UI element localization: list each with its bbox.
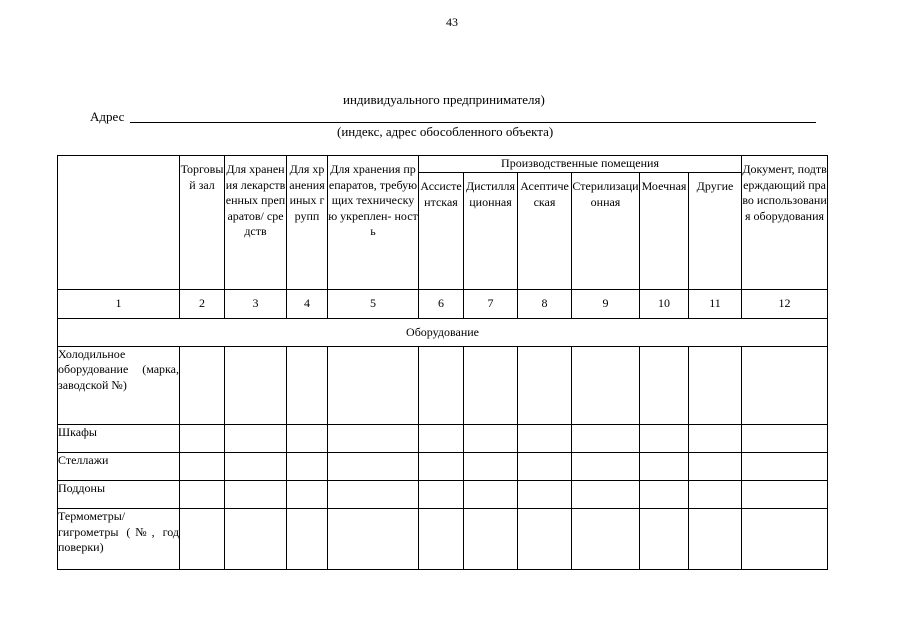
header-drug-storage: Для хранения лекарственных препаратов/ средств: [225, 156, 287, 290]
column-number: 11: [689, 290, 742, 319]
entry-cell[interactable]: [689, 481, 742, 509]
column-number: 7: [464, 290, 518, 319]
entry-cell[interactable]: [328, 453, 419, 481]
entry-cell[interactable]: [640, 509, 689, 570]
column-number: 8: [518, 290, 572, 319]
column-number: 1: [58, 290, 180, 319]
entry-cell[interactable]: [287, 453, 328, 481]
column-number: 10: [640, 290, 689, 319]
column-number: 3: [225, 290, 287, 319]
header-production-rooms: Производственные помещения: [419, 156, 742, 173]
entry-cell[interactable]: [225, 481, 287, 509]
address-label: Адрес: [90, 109, 125, 124]
table-row: [58, 346, 828, 425]
column-number: 9: [572, 290, 640, 319]
entry-cell[interactable]: [572, 346, 640, 425]
address-underline: [130, 122, 816, 123]
caption-top: индивидуального предпринимателя): [343, 92, 545, 107]
entry-cell[interactable]: [180, 481, 225, 509]
entry-cell[interactable]: [572, 425, 640, 453]
entry-cell[interactable]: [742, 425, 828, 453]
entry-cell[interactable]: [180, 346, 225, 425]
entry-cell[interactable]: [464, 346, 518, 425]
header-document: Документ, подтверждающий право использования оборудования: [742, 156, 828, 290]
table-row: [58, 425, 828, 453]
column-number: 2: [180, 290, 225, 319]
column-number: 5: [328, 290, 419, 319]
entry-cell[interactable]: [180, 509, 225, 570]
entry-cell[interactable]: [287, 346, 328, 425]
header-distillation-room: Дистилляционная: [464, 173, 518, 290]
entry-cell[interactable]: [572, 509, 640, 570]
entry-cell[interactable]: [742, 453, 828, 481]
entry-cell[interactable]: [518, 509, 572, 570]
entry-cell[interactable]: [225, 425, 287, 453]
entry-cell[interactable]: [689, 453, 742, 481]
entry-cell[interactable]: [640, 481, 689, 509]
section-title: Оборудование: [58, 318, 828, 346]
entry-cell[interactable]: [689, 425, 742, 453]
entry-cell[interactable]: [518, 481, 572, 509]
column-number: 4: [287, 290, 328, 319]
entry-cell[interactable]: [287, 509, 328, 570]
entry-cell[interactable]: [689, 346, 742, 425]
entry-cell[interactable]: [640, 425, 689, 453]
entry-cell[interactable]: [328, 425, 419, 453]
header-trade-hall: Торговый зал: [180, 156, 225, 290]
entry-cell[interactable]: [180, 425, 225, 453]
entry-cell[interactable]: [287, 425, 328, 453]
entry-cell[interactable]: [464, 509, 518, 570]
column-number: 12: [742, 290, 828, 319]
entry-cell[interactable]: [328, 509, 419, 570]
entry-cell[interactable]: [689, 509, 742, 570]
column-number-row: [58, 290, 828, 319]
header-empty-cell: [58, 156, 180, 290]
entry-cell[interactable]: [640, 453, 689, 481]
entry-cell[interactable]: [464, 481, 518, 509]
entry-cell[interactable]: [572, 481, 640, 509]
entry-cell[interactable]: [640, 346, 689, 425]
header-washing-room: Моечная: [640, 173, 689, 290]
entry-cell[interactable]: [225, 453, 287, 481]
address-field: [90, 106, 816, 122]
header-other-rooms: Другие: [689, 173, 742, 290]
entry-cell[interactable]: [419, 481, 464, 509]
column-number: 6: [419, 290, 464, 319]
header-assistant-room: Ассистентская: [419, 173, 464, 290]
row-label-refrigeration: Холодильное оборудование (марка, заводской №): [58, 346, 180, 425]
entry-cell[interactable]: [419, 453, 464, 481]
entry-cell[interactable]: [180, 453, 225, 481]
entry-cell[interactable]: [464, 425, 518, 453]
entry-cell[interactable]: [225, 346, 287, 425]
table-row: [58, 481, 828, 509]
row-label-cabinets: Шкафы: [58, 425, 180, 453]
entry-cell[interactable]: [419, 509, 464, 570]
entry-cell[interactable]: [572, 453, 640, 481]
section-row: [58, 318, 828, 346]
entry-cell[interactable]: [518, 453, 572, 481]
row-label-thermometers: Термометры/ гигрометры (№, год поверки): [58, 509, 180, 570]
entry-cell[interactable]: [518, 346, 572, 425]
entry-cell[interactable]: [419, 346, 464, 425]
header-other-groups: Для хранения иных групп: [287, 156, 328, 290]
page-number: 43: [446, 15, 458, 29]
entry-cell[interactable]: [328, 481, 419, 509]
row-label-pallets: Поддоны: [58, 481, 180, 509]
entry-cell[interactable]: [419, 425, 464, 453]
table-row: [58, 509, 828, 570]
entry-cell[interactable]: [518, 425, 572, 453]
entry-cell[interactable]: [742, 509, 828, 570]
entry-cell[interactable]: [225, 509, 287, 570]
entry-cell[interactable]: [287, 481, 328, 509]
equipment-table: [57, 155, 828, 570]
table-row: [58, 453, 828, 481]
entry-cell[interactable]: [464, 453, 518, 481]
header-sterilization-room: Стерилизационная: [572, 173, 640, 290]
row-label-racks: Стеллажи: [58, 453, 180, 481]
entry-cell[interactable]: [742, 481, 828, 509]
entry-cell[interactable]: [328, 346, 419, 425]
caption-bottom: (индекс, адрес обособленного объекта): [337, 124, 554, 139]
header-aseptic-room: Асептическая: [518, 173, 572, 290]
entry-cell[interactable]: [742, 346, 828, 425]
header-secured-storage: Для хранения препаратов, требующих техническую укреплен- ность: [328, 156, 419, 290]
